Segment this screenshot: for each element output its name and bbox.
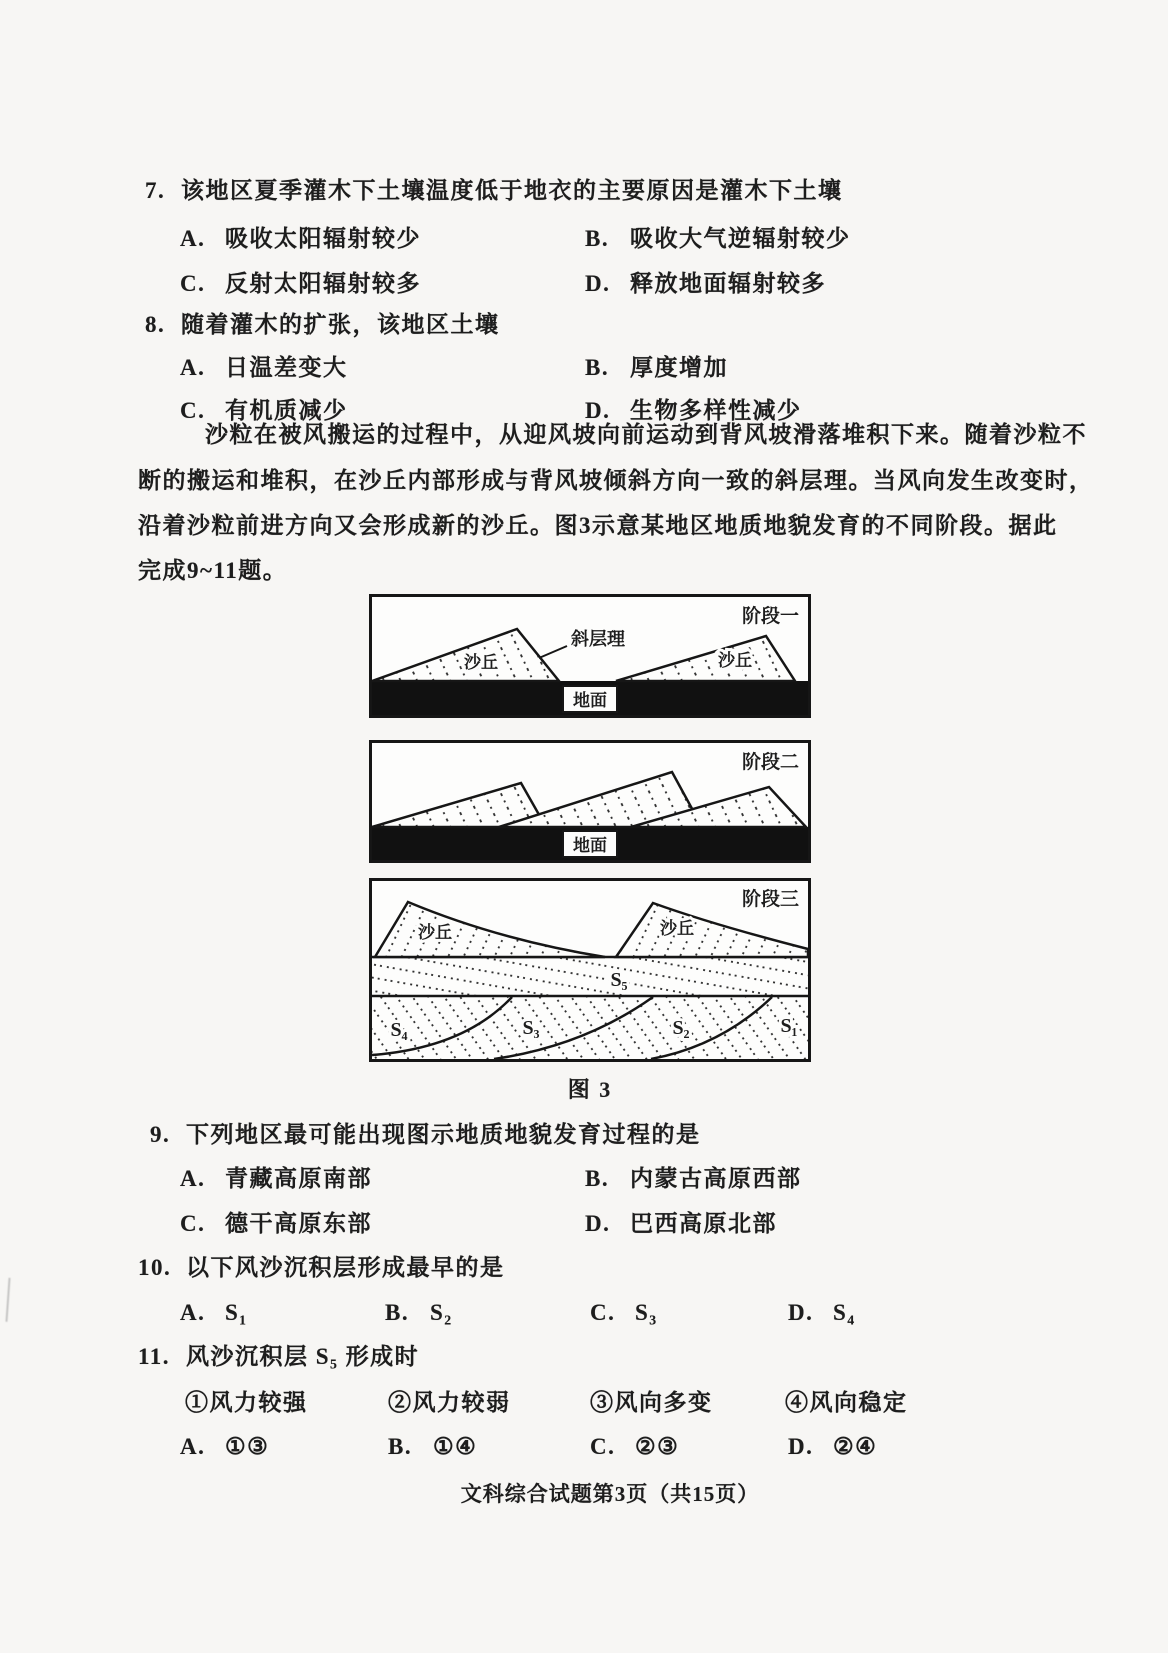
- q11-option-d: D. ②④: [788, 1434, 878, 1459]
- stage3-s5-layer: [372, 957, 808, 996]
- q7-stem: [145, 176, 843, 206]
- passage-line-3: 沿着沙粒前进方向又会形成新的沙丘。图3示意某地区地质地貌发育的不同阶段。据此: [138, 513, 1058, 538]
- q8-number: 8.: [145, 312, 166, 337]
- figure3-caption: 图 3: [567, 1077, 613, 1102]
- q11-item-2: ②风力较弱: [388, 1390, 511, 1415]
- q10-option-b: B. S₂: [385, 1300, 453, 1325]
- q9-stem-text: 下列地区最可能出现图示地质地貌发育过程的是: [186, 1122, 701, 1147]
- cross-bedding-label: 斜层理: [571, 629, 625, 649]
- q8-option-b: B. 厚度增加: [585, 355, 728, 380]
- passage-line-2: 断的搬运和堆积，在沙丘内部形成与背风坡倾斜方向一致的斜层理。当风向发生改变时，: [138, 468, 1094, 493]
- figure3-stage2-panel: [369, 740, 811, 863]
- q8-stem: [145, 310, 500, 340]
- q11-stem: [138, 1342, 419, 1372]
- s3-label: S₃: [522, 1017, 540, 1039]
- q10-number: 10.: [138, 1255, 172, 1280]
- q8-option-d: D. 生物多样性减少: [585, 398, 802, 423]
- stage2-ground-label: 地面: [573, 836, 607, 855]
- q11-option-c: C. ②③: [590, 1434, 680, 1459]
- q7-stem-text: 该地区夏季灌木下土壤温度低于地衣的主要原因是灌木下土壤: [181, 178, 843, 203]
- q11-stem-text: 风沙沉积层 S₅ 形成时: [186, 1344, 420, 1369]
- q8-option-c: C. 有机质减少: [180, 398, 348, 423]
- stage1-ground-label: 地面: [573, 691, 607, 710]
- s5-label: S₅: [610, 969, 628, 991]
- s2-label: S₂: [672, 1017, 690, 1039]
- s4-label: S₄: [390, 1019, 408, 1041]
- q10-stem: [138, 1253, 505, 1283]
- stage1-dune-left-label: 沙丘: [464, 653, 498, 672]
- q8-stem-text: 随着灌木的扩张，该地区土壤: [181, 312, 500, 337]
- stage3-lower-layers: [372, 996, 808, 1059]
- q11-item-1: ①风力较强: [185, 1390, 308, 1415]
- s1-label: S₁: [780, 1015, 798, 1037]
- passage-line-1: 沙粒在被风搬运的过程中，从迎风坡向前运动到背风坡滑落堆积下来。随着沙粒不: [205, 422, 1087, 447]
- stage3-dune-left-label: 沙丘: [418, 923, 452, 942]
- q7-number: 7.: [145, 178, 166, 203]
- q8-option-a: A. 日温差变大: [180, 355, 348, 380]
- q7-option-a: A. 吸收太阳辐射较少: [180, 226, 421, 251]
- q9-option-a: A. 青藏高原南部: [180, 1166, 372, 1191]
- q9-stem: [150, 1120, 701, 1150]
- q9-number: 9.: [150, 1122, 171, 1147]
- figure3-stage1-panel: [369, 594, 811, 718]
- q11-option-a: A. ①③: [180, 1434, 270, 1459]
- q11-number: 11.: [138, 1344, 170, 1369]
- q10-stem-text: 以下风沙沉积层形成最早的是: [186, 1255, 505, 1280]
- q7-option-c: C. 反射太阳辐射较多: [180, 271, 421, 296]
- q7-option-b: B. 吸收大气逆辐射较少: [585, 226, 851, 251]
- q11-item-4: ④风向稳定: [785, 1390, 908, 1415]
- q9-option-b: B. 内蒙古高原西部: [585, 1166, 802, 1191]
- q11-option-b: B. ①④: [388, 1434, 478, 1459]
- q11-item-3: ③风向多变: [590, 1390, 713, 1415]
- stage3-dune-right-label: 沙丘: [660, 919, 694, 938]
- q10-option-a: A. S₁: [180, 1300, 248, 1325]
- q9-option-d: D. 巴西高原北部: [585, 1211, 777, 1236]
- passage-line-4: 完成9~11题。: [138, 558, 288, 583]
- q10-option-c: C. S₃: [590, 1300, 658, 1325]
- q9-option-c: C. 德干高原东部: [180, 1211, 372, 1236]
- scan-artifact: [5, 1278, 16, 1322]
- stage2-title: 阶段二: [741, 752, 799, 773]
- stage3-title: 阶段三: [741, 889, 799, 910]
- q7-option-d: D. 释放地面辐射较多: [585, 271, 826, 296]
- q10-option-d: D. S₄: [788, 1300, 856, 1325]
- figure3-stage3-panel: [369, 878, 811, 1062]
- stage1-title: 阶段一: [741, 606, 799, 627]
- stage1-dune-right-label: 沙丘: [718, 651, 752, 670]
- page-footer: 文科综合试题第3页（共15页）: [460, 1482, 760, 1506]
